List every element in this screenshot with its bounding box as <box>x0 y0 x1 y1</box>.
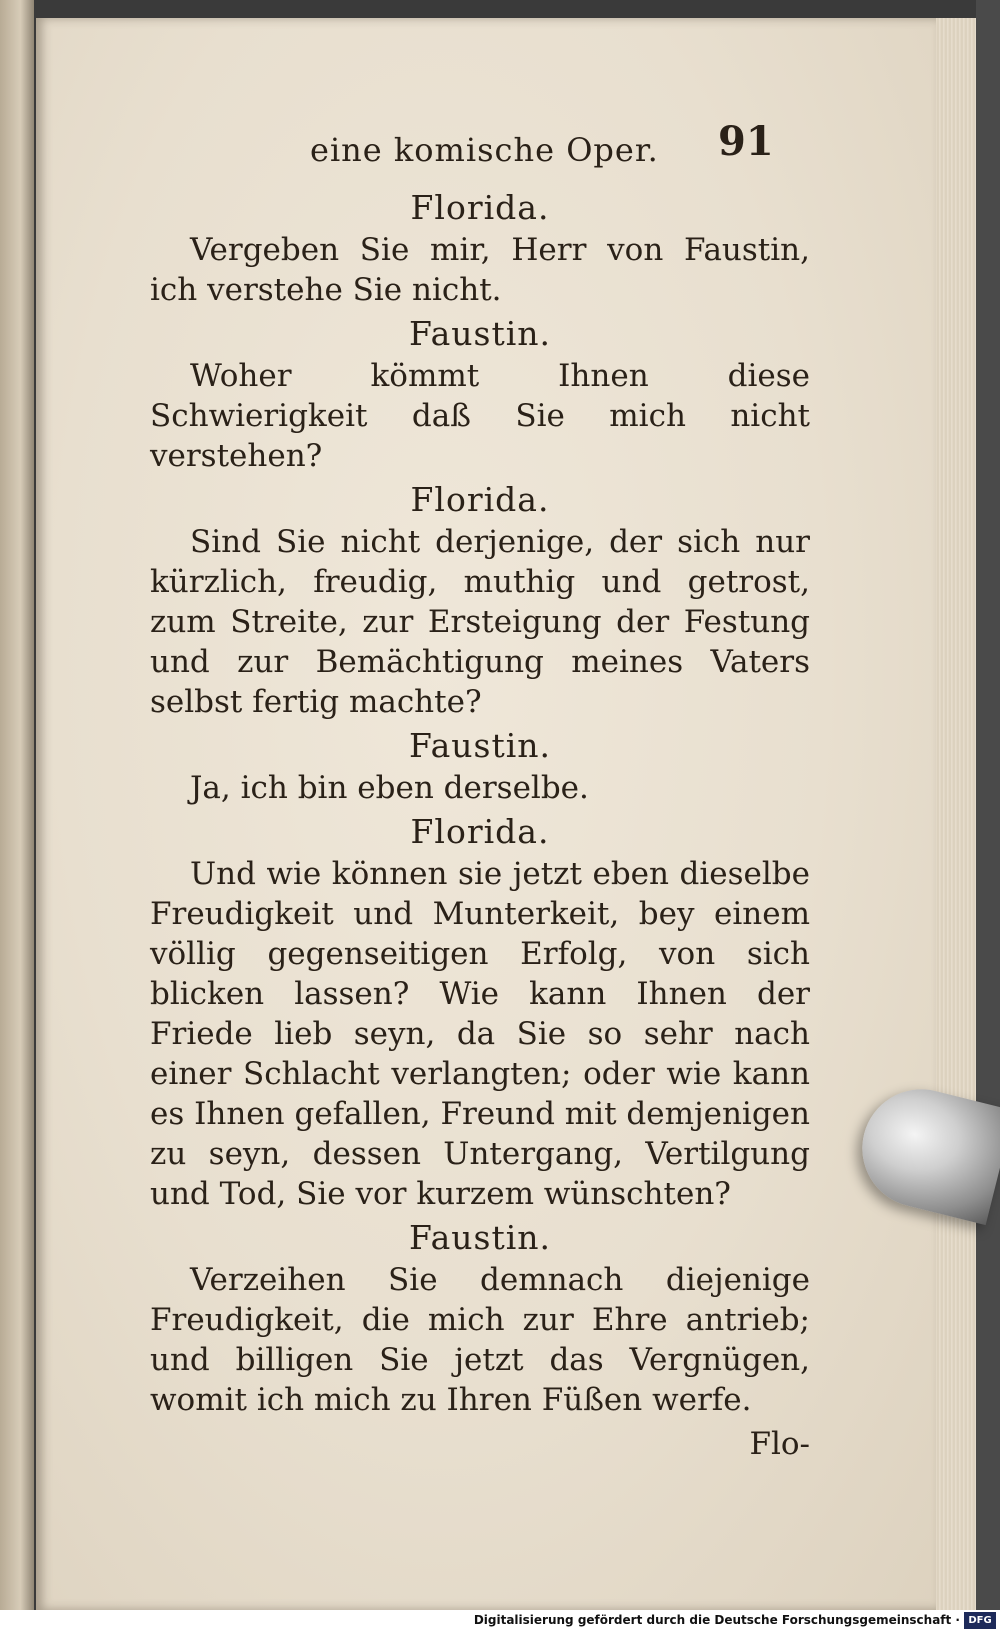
funding-notice: Digitalisierung gefördert durch die Deutsche Forschungsgemeinschaft · <box>473 1613 960 1627</box>
dfg-logo-icon: DFG <box>964 1612 996 1629</box>
previous-page-edge <box>0 0 34 1610</box>
speech-text: Vergeben Sie mir, Herr von Faustin, ich verstehe Sie nicht. <box>150 232 810 308</box>
speech-text: Und wie können sie jetzt eben dieselbe Freudigkeit und Munterkeit, bey einem völlig gegenseitigen Erfolg, von sich blicken lassen? Wie kann Ihnen der Friede lieb seyn, da Sie so sehr nach einer Schlacht verlangten; oder wie kann es Ihnen gefallen, Freund mit demjenigen zu seyn, dessen Untergang, Vertilgung und Tod, Sie vor kurzem wünschten? <box>150 856 810 1212</box>
running-title: eine komische Oper. <box>310 131 659 169</box>
catchword: Flo- <box>749 1426 810 1462</box>
speech-text: Verzeihen Sie demnach diejenige Freudigkeit, die mich zur Ehre antrieb; und billigen Sie jetzt das Vergnügen, womit ich mich zu Ihren Füßen werfe. <box>150 1262 810 1418</box>
speech-text: Ja, ich bin eben derselbe. <box>190 770 589 806</box>
page-block-edge <box>936 18 976 1610</box>
speaker-name: Faustin. <box>408 314 552 353</box>
page-header <box>150 120 810 184</box>
speaker-name: Florida. <box>410 812 550 851</box>
page-number: 91 <box>718 118 774 165</box>
speech-text: Woher kömmt Ihnen diese Schwierigkeit daß Sie mich nicht verstehen? <box>150 358 810 474</box>
speech-text: Sind Sie nicht derjenige, der sich nur kürzlich, freudig, muthig und getrost, zum Streite, zur Ersteigung der Festung und zur Bemächtigung meines Vaters selbst fertig machte? <box>150 524 810 720</box>
background-strip <box>976 0 1000 1610</box>
footer-bar <box>0 1610 1000 1632</box>
page-text <box>150 120 810 1464</box>
speaker-name: Florida. <box>410 188 550 227</box>
speaker-name: Faustin. <box>408 1218 552 1257</box>
speaker-name: Florida. <box>410 480 550 519</box>
speaker-name: Faustin. <box>408 726 552 765</box>
